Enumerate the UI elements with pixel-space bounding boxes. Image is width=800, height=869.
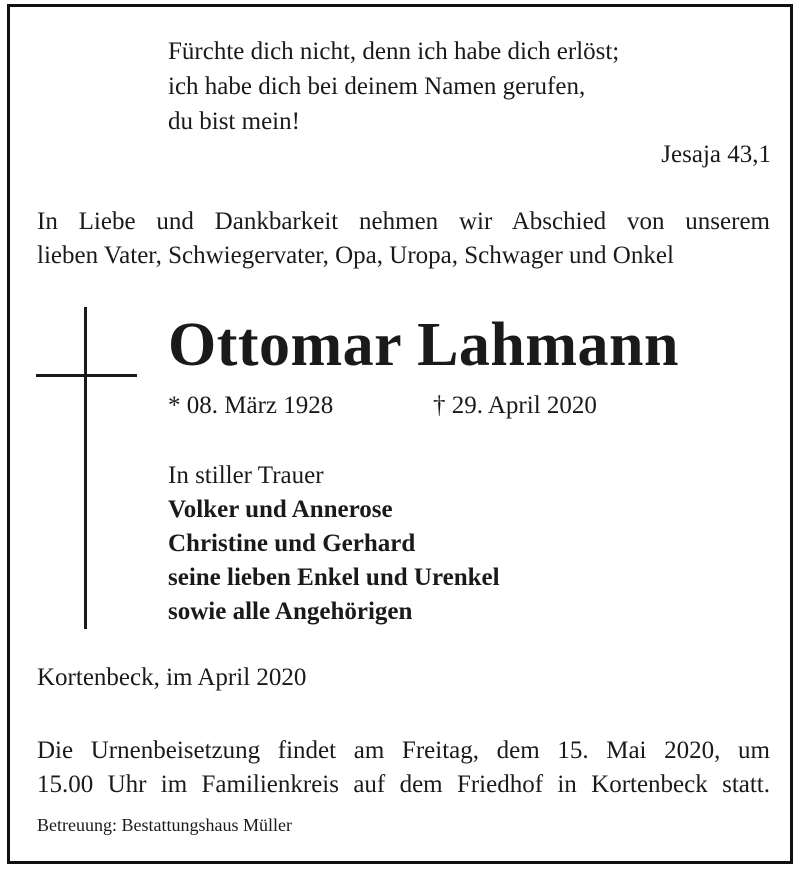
burial-line: Die Urnenbeisetzung findet am Freitag, dem 15. Mai 2020, um [37,737,770,764]
intro-line: lieben Vater, Schwiegervater, Opa, Uropa, Schwager und Onkel [37,242,674,269]
obituary-notice [7,4,793,864]
mourner-name: seine lieben Enkel und Urenkel [168,564,500,591]
mourner-name: sowie alle Angehörigen [168,598,413,625]
death-date: † 29. April 2020 [433,392,597,419]
verse-line: ich habe dich bei deinem Namen gerufen, [168,73,586,100]
intro-line: In Liebe und Dankbarkeit nehmen wir Abschied von unserem [37,208,770,235]
place-and-date: Kortenbeck, im April 2020 [37,664,307,691]
verse-reference: Jesaja 43,1 [661,141,771,168]
mourners-heading: In stiller Trauer [168,462,324,489]
verse-line: Fürchte dich nicht, denn ich habe dich erlöst; [168,38,620,65]
farewell-intro [37,205,770,273]
deceased-name: Ottomar Lahmann [168,311,680,379]
mourner-name: Christine und Gerhard [168,530,416,557]
funeral-service-credit: Betreuung: Bestattungshaus Müller [37,815,292,835]
mourners-list [168,459,500,629]
birth-date: * 08. März 1928 [168,392,334,419]
cross-icon-vertical-bar [84,307,87,629]
mourner-name: Volker und Annerose [168,496,393,523]
verse-line: du bist mein! [168,108,300,135]
cross-icon-horizontal-bar [36,374,137,377]
bible-verse [168,34,619,139]
burial-line: 15.00 Uhr im Familienkreis auf dem Friedhof in Kortenbeck statt. [37,771,770,798]
burial-notice [37,734,770,802]
